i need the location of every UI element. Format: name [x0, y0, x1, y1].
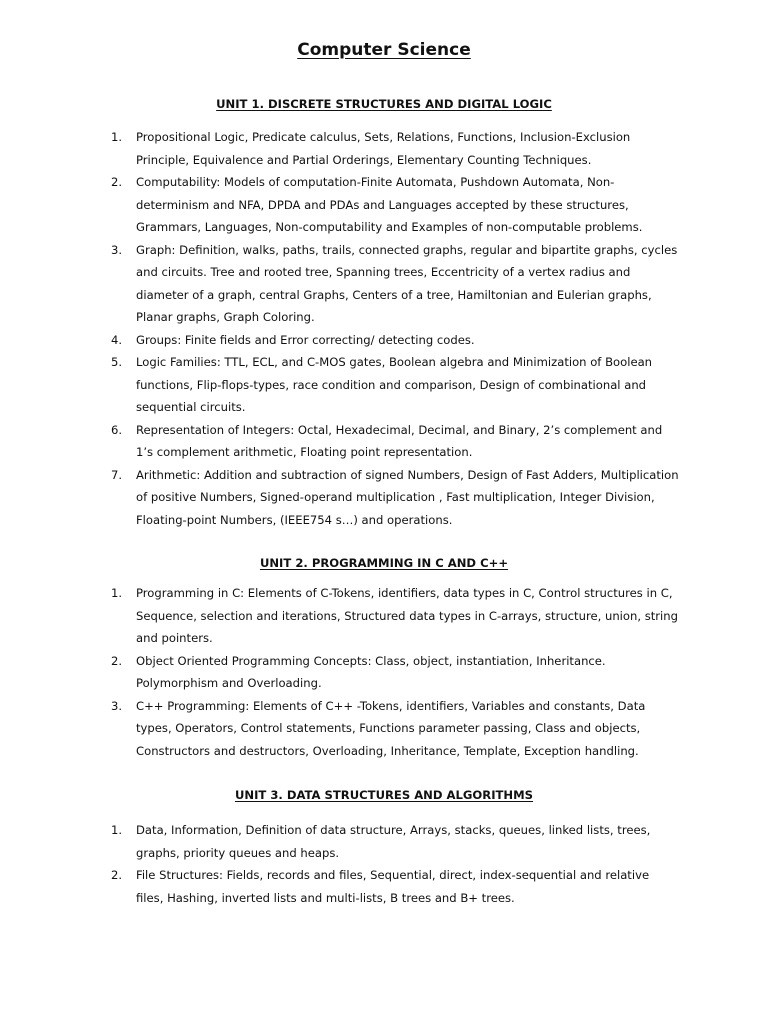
- item-number: 1.: [111, 586, 123, 600]
- item-text: Computability: Models of computation-Finite Automata, Pushdown Automata, Non-determinism and NFA, DPDA and PDAs and Languages accepted by these structures, Grammars, Languages, Non-computability and Examples of non-computable problems.: [136, 175, 643, 234]
- item-text: File Structures: Fields, records and files, Sequential, direct, index-sequential and relative files, Hashing, inverted lists and multi-lists, B trees and B+ trees.: [136, 868, 650, 905]
- list-item: [0, 351, 768, 419]
- item-text: Logic Families: TTL, ECL, and C-MOS gates, Boolean algebra and Minimization of Boolean functions, Flip-flops-types, race condition and comparison, Design of combinational and sequential circuits.: [136, 355, 653, 414]
- list-item: [0, 695, 768, 763]
- item-text: Graph: Definition, walks, paths, trails, connected graphs, regular and bipartite graphs, cycles and circuits. Tree and rooted tree, Spanning trees, Eccentricity of a vertex radius and diameter of a graph, central Graphs, Centers of a tree, Hamiltonian and Eulerian graphs, Planar graphs, Graph Coloring.: [136, 242, 678, 324]
- item-text: Propositional Logic, Predicate calculus, Sets, Relations, Functions, Inclusion-Exclusion Principle, Equivalence and Partial Orderings, Elementary Counting Techniques.: [136, 130, 631, 167]
- unit-2-heading-text: UNIT 2. PROGRAMMING IN C AND C++: [259, 556, 509, 570]
- list-item: [0, 126, 768, 171]
- item-number: 2.: [111, 653, 123, 668]
- item-number: 1.: [111, 130, 123, 144]
- unit-3-heading-text: UNIT 3. DATA STRUCTURES AND ALGORITHMS: [234, 788, 534, 802]
- item-number: 1.: [111, 823, 123, 837]
- item-text: Arithmetic: Addition and subtraction of signed Numbers, Design of Fast Adders, Multiplication of positive Numbers, Signed-operand multiplication , Fast multiplication, Integer Division, Floating-point Numbers, (IEEE754 s…) and operations.: [136, 467, 679, 527]
- unit-2-heading: [0, 556, 768, 570]
- unit-3-topic-list: [0, 819, 768, 909]
- page-title-text: Computer Science: [297, 40, 471, 60]
- unit-3-heading: [0, 788, 768, 802]
- page-title: [0, 40, 768, 60]
- item-number: 2.: [111, 175, 123, 189]
- item-text: Representation of Integers: Octal, Hexadecimal, Decimal, and Binary, 2’s complement and 1’s complement arithmetic, Floating point representation.: [136, 422, 663, 459]
- item-text: Programming in C: Elements of C-Tokens, identifiers, data types in C, Control structures in C, Sequence, selection and iterations, Structured data types in C-arrays, structure, union, string and pointers.: [136, 586, 678, 645]
- item-number: 2.: [111, 868, 123, 882]
- item-text: Data, Information, Definition of data structure, Arrays, stacks, queues, linked lists, trees, graphs, priority queues and heaps.: [136, 823, 651, 860]
- list-item: [0, 864, 768, 909]
- unit-1-heading: [0, 97, 768, 111]
- item-number: 6.: [111, 422, 123, 437]
- list-item: [0, 329, 768, 352]
- list-item: [0, 582, 768, 650]
- item-number: 7.: [111, 467, 123, 482]
- item-number: 3.: [111, 698, 123, 713]
- item-number: 3.: [111, 242, 123, 257]
- item-text: C++ Programming: Elements of C++ -Tokens, identifiers, Variables and constants, Data types, Operators, Control statements, Functions parameter passing, Class and objects, Constructors and destructors, Overloading, Inheritance, Template, Exception handling.: [136, 698, 646, 758]
- list-item: [0, 464, 768, 532]
- list-item: [0, 171, 768, 239]
- item-number: 5.: [111, 355, 123, 369]
- list-item: [0, 239, 768, 329]
- unit-1-topic-list: [0, 126, 768, 531]
- list-item: [0, 819, 768, 864]
- list-item: [0, 650, 768, 695]
- unit-2-topic-list: [0, 582, 768, 762]
- unit-1-heading-text: UNIT 1. DISCRETE STRUCTURES AND DIGITAL LOGIC: [216, 97, 552, 111]
- list-item: [0, 419, 768, 464]
- item-text: Groups: Finite fields and Error correcting/ detecting codes.: [136, 332, 475, 347]
- item-text: Object Oriented Programming Concepts: Class, object, instantiation, Inheritance. Polymorphism and Overloading.: [136, 653, 606, 690]
- item-number: 4.: [111, 332, 123, 347]
